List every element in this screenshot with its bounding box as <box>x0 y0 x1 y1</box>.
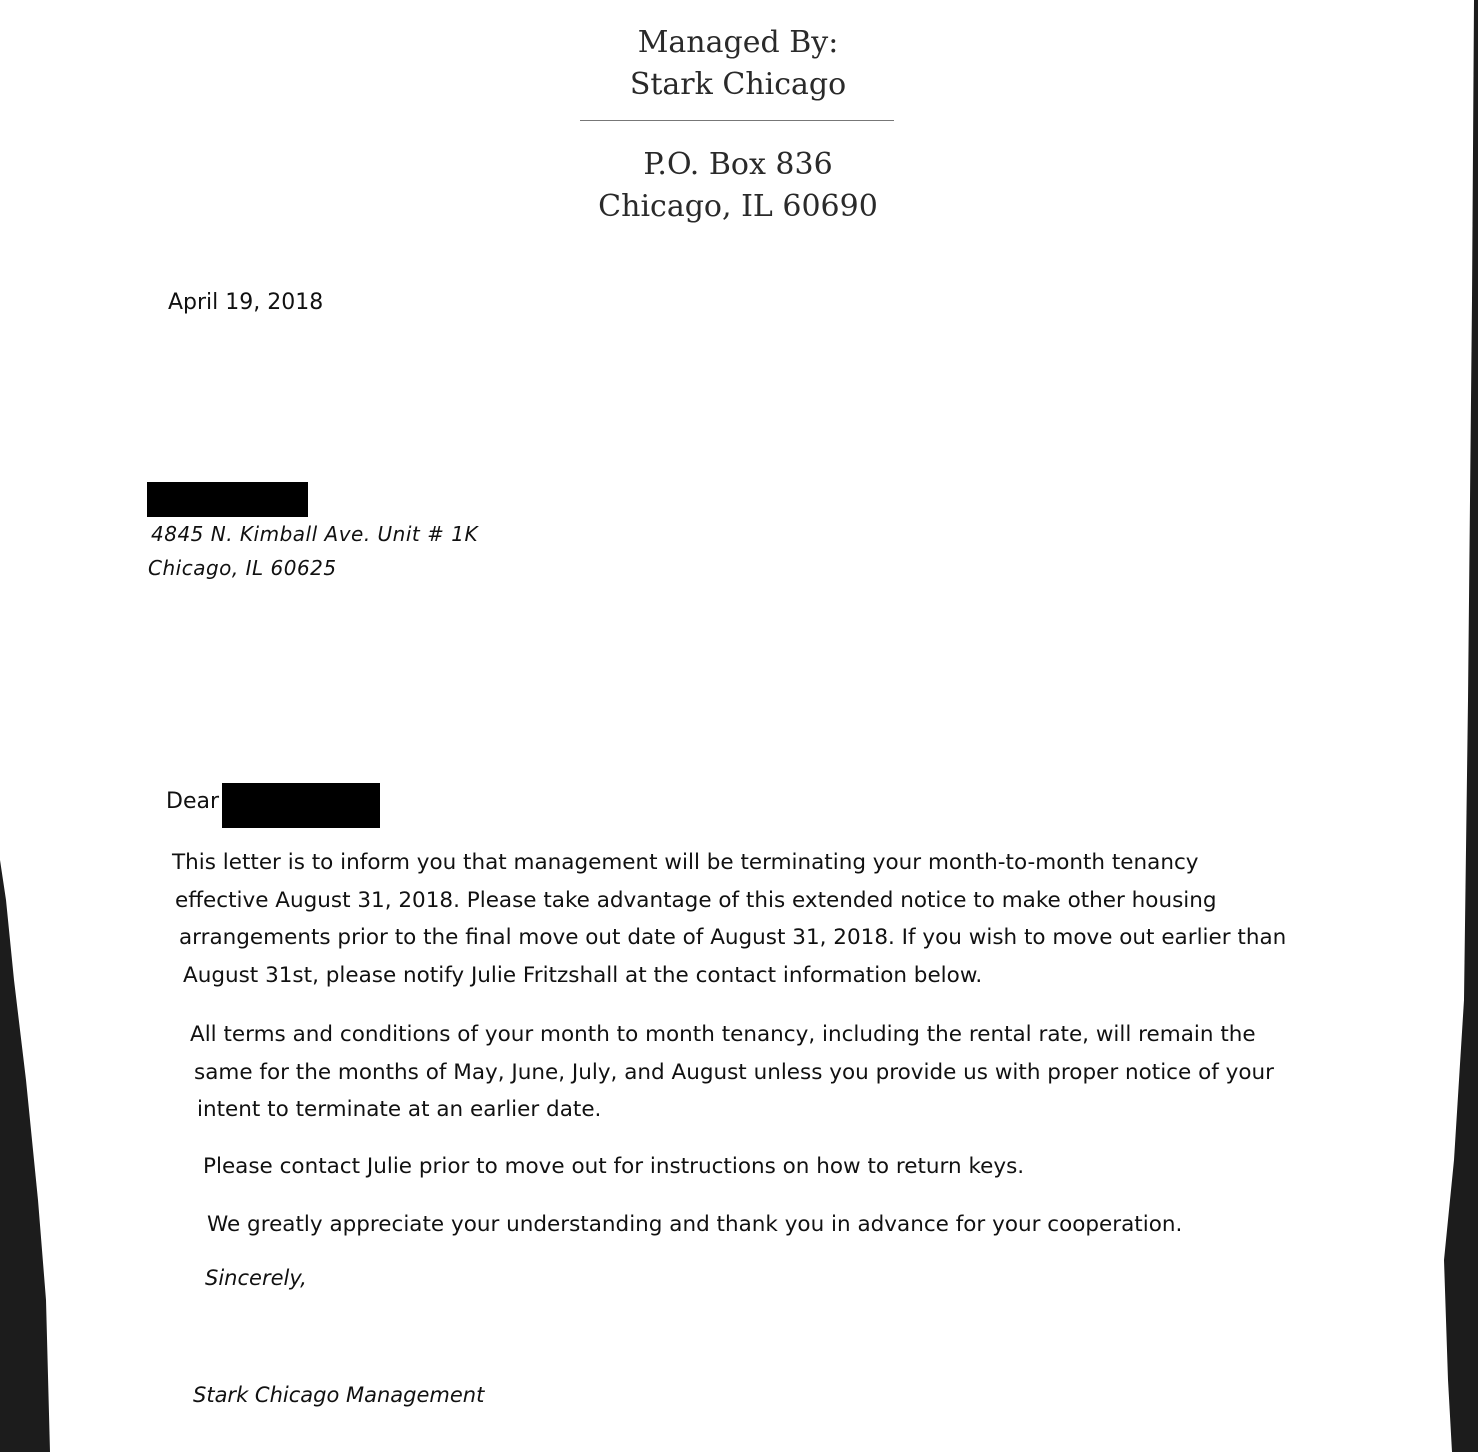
background-edge-right <box>1418 0 1478 1452</box>
paragraph-line: Please contact Julie prior to move out for instructions on how to return keys. <box>203 1154 1025 1179</box>
closing: Sincerely, <box>205 1266 307 1290</box>
paragraph-line: intent to terminate at an earlier date. <box>197 1097 602 1122</box>
paragraph-line: same for the months of May, June, July, and August unless you provide us with proper notice of your <box>194 1059 1274 1085</box>
background-edge-left <box>0 0 60 1452</box>
company-name: Stark Chicago <box>629 67 847 102</box>
letterhead-divider <box>580 120 894 121</box>
body-paragraph-3 <box>203 1148 1333 1186</box>
paragraph-line: effective August 31, 2018. Please take advantage of this extended notice to make other housing <box>175 887 1217 913</box>
paragraph-line: August 31st, please notify Julie Fritzshall at the contact information below. <box>183 962 983 988</box>
body-paragraph-4 <box>207 1206 1337 1244</box>
body-paragraph-2 <box>190 1016 1280 1129</box>
body-paragraph-1 <box>172 844 1302 994</box>
letter-date: April 19, 2018 <box>168 290 324 315</box>
recipient-address-line1: 4845 N. Kimball Ave. Unit # 1K <box>151 522 479 546</box>
paragraph-line: All terms and conditions of your month to month tenancy, including the rental rate, will remain the <box>190 1022 1256 1047</box>
recipient-address-line2: Chicago, IL 60625 <box>148 556 337 580</box>
city-line: Chicago, IL 60690 <box>598 189 878 224</box>
redacted-salutation-name <box>222 783 380 828</box>
paragraph-line: We greatly appreciate your understanding and thank you in advance for your cooperation. <box>207 1212 1183 1237</box>
redacted-recipient-name <box>147 482 308 517</box>
salutation: Dear <box>166 789 220 814</box>
po-box: P.O. Box 836 <box>643 147 833 182</box>
paragraph-line: arrangements prior to the final move out date of August 31, 2018. If you wish to move out earlier than <box>179 925 1287 950</box>
paragraph-line: This letter is to inform you that management will be terminating your month-to-month tenancy <box>172 850 1199 875</box>
letterhead-managed <box>560 22 916 106</box>
signature: Stark Chicago Management <box>193 1383 485 1407</box>
letterhead-address <box>560 144 916 228</box>
managed-label: Managed By: <box>637 25 839 60</box>
